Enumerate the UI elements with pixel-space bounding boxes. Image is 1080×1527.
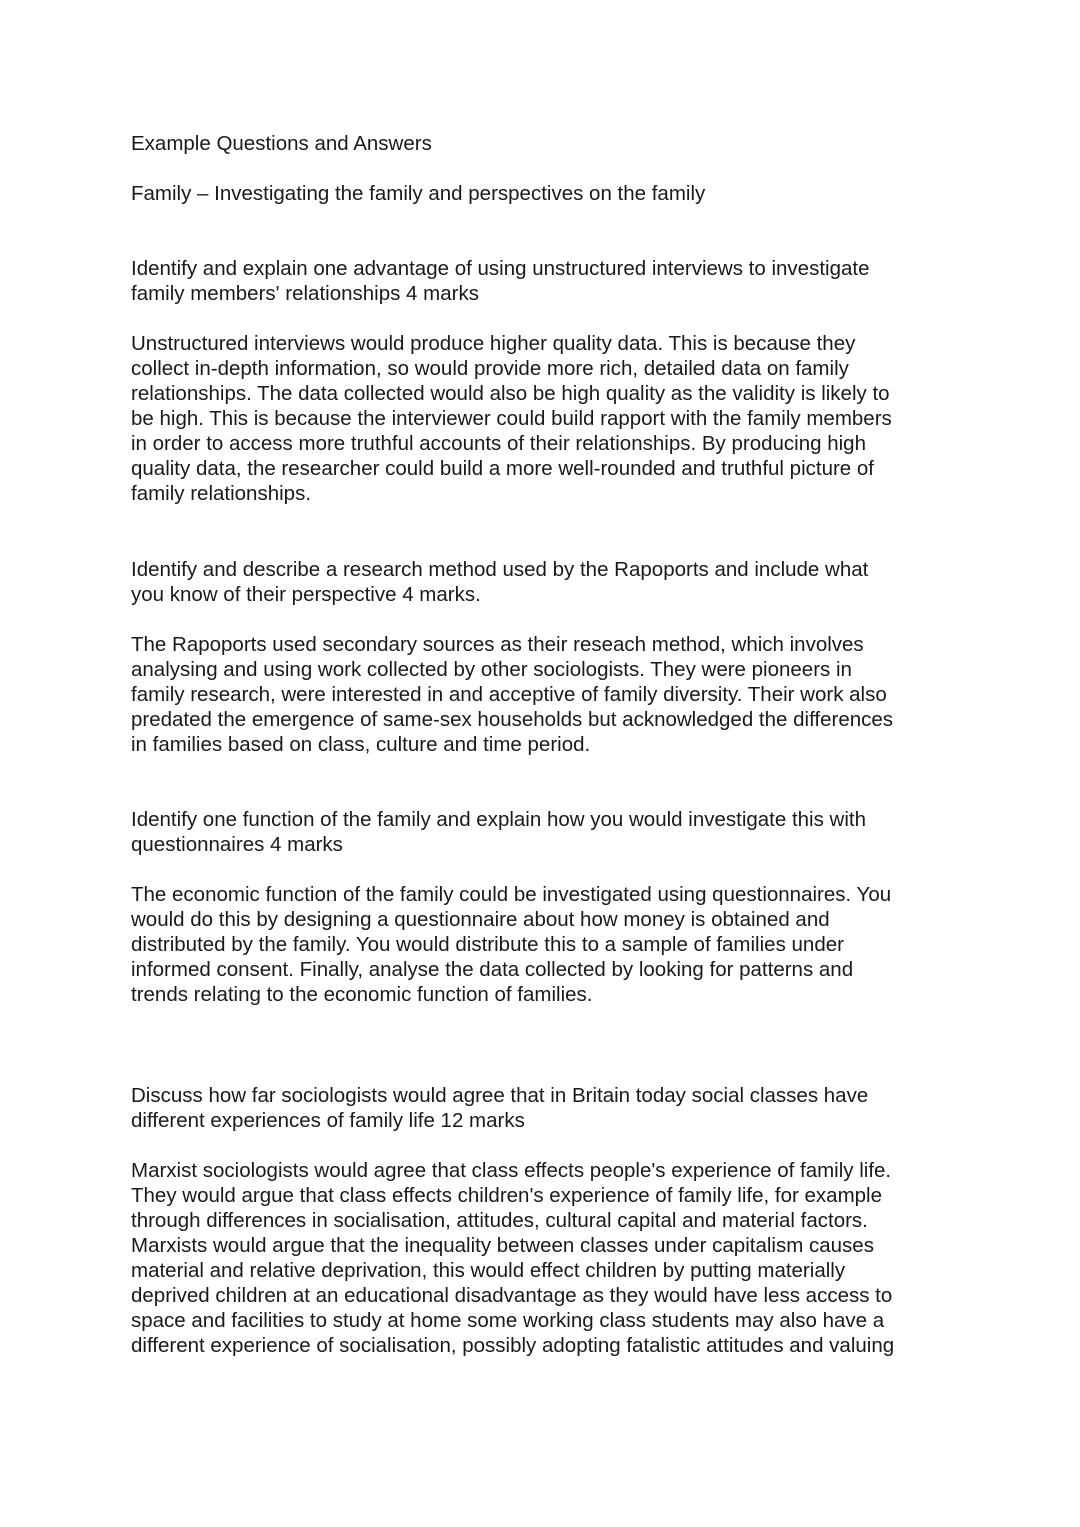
question-line: Identify one function of the family and explain how you would investigate this with bbox=[131, 808, 867, 831]
question-4 bbox=[131, 1083, 961, 1133]
answer-line: distributed by the family. You would distribute this to a sample of families under bbox=[131, 933, 844, 956]
answer-line: Unstructured interviews would produce higher quality data. This is because they bbox=[131, 332, 856, 355]
answer-line: The economic function of the family could be investigated using questionnaires. You bbox=[131, 883, 892, 906]
answer-line: collect in-depth information, so would provide more rich, detailed data on family bbox=[131, 357, 849, 380]
answer-line: in order to access more truthful accounts of their relationships. By producing high bbox=[131, 432, 866, 455]
answer-3 bbox=[131, 882, 961, 1007]
answer-4 bbox=[131, 1158, 961, 1358]
subtitle-text: Family – Investigating the family and perspectives on the family bbox=[131, 182, 706, 205]
answer-1 bbox=[131, 331, 961, 506]
document-subtitle bbox=[131, 181, 961, 206]
question-line: different experiences of family life 12 marks bbox=[131, 1109, 525, 1132]
answer-line: analysing and using work collected by other sociologists. They were pioneers in bbox=[131, 658, 852, 681]
question-line: Identify and explain one advantage of using unstructured interviews to investigate bbox=[131, 257, 870, 280]
answer-line: space and facilities to study at home some working class students may also have a bbox=[131, 1309, 885, 1332]
question-line: Discuss how far sociologists would agree that in Britain today social classes have bbox=[131, 1084, 869, 1107]
answer-line: trends relating to the economic function of families. bbox=[131, 983, 593, 1006]
answer-line: relationships. The data collected would also be high quality as the validity is likely to bbox=[131, 382, 890, 405]
answer-line: informed consent. Finally, analyse the data collected by looking for patterns and bbox=[131, 958, 854, 981]
question-line: you know of their perspective 4 marks. bbox=[131, 583, 481, 606]
answer-line: would do this by designing a questionnaire about how money is obtained and bbox=[131, 908, 830, 931]
answer-line: material and relative deprivation, this would effect children by putting materially bbox=[131, 1259, 846, 1282]
question-line: questionnaires 4 marks bbox=[131, 833, 343, 856]
answer-line: predated the emergence of same-sex households but acknowledged the differences bbox=[131, 708, 894, 731]
question-line: Identify and describe a research method used by the Rapoports and include what bbox=[131, 558, 869, 581]
question-1 bbox=[131, 256, 961, 306]
question-2 bbox=[131, 557, 961, 607]
question-line: family members' relationships 4 marks bbox=[131, 282, 479, 305]
answer-line: Marxist sociologists would agree that class effects people's experience of family life. bbox=[131, 1159, 892, 1182]
answer-line: deprived children at an educational disadvantage as they would have less access to bbox=[131, 1284, 893, 1307]
answer-line: be high. This is because the interviewer could build rapport with the family members bbox=[131, 407, 892, 430]
document-title bbox=[131, 131, 961, 156]
answer-line: Marxists would argue that the inequality between classes under capitalism causes bbox=[131, 1234, 874, 1257]
answer-2 bbox=[131, 632, 961, 757]
answer-line: in families based on class, culture and time period. bbox=[131, 733, 591, 756]
answer-line: They would argue that class effects children's experience of family life, for example bbox=[131, 1184, 883, 1207]
answer-line: through differences in socialisation, attitudes, cultural capital and material factors. bbox=[131, 1209, 868, 1232]
answer-line: family relationships. bbox=[131, 482, 312, 505]
answer-line: The Rapoports used secondary sources as their reseach method, which involves bbox=[131, 633, 864, 656]
question-3 bbox=[131, 807, 961, 857]
title-text: Example Questions and Answers bbox=[131, 132, 432, 155]
answer-line: different experience of socialisation, possibly adopting fatalistic attitudes and valuing bbox=[131, 1334, 895, 1357]
answer-line: family research, were interested in and acceptive of family diversity. Their work also bbox=[131, 683, 887, 706]
answer-line: quality data, the researcher could build a more well-rounded and truthful picture of bbox=[131, 457, 874, 480]
